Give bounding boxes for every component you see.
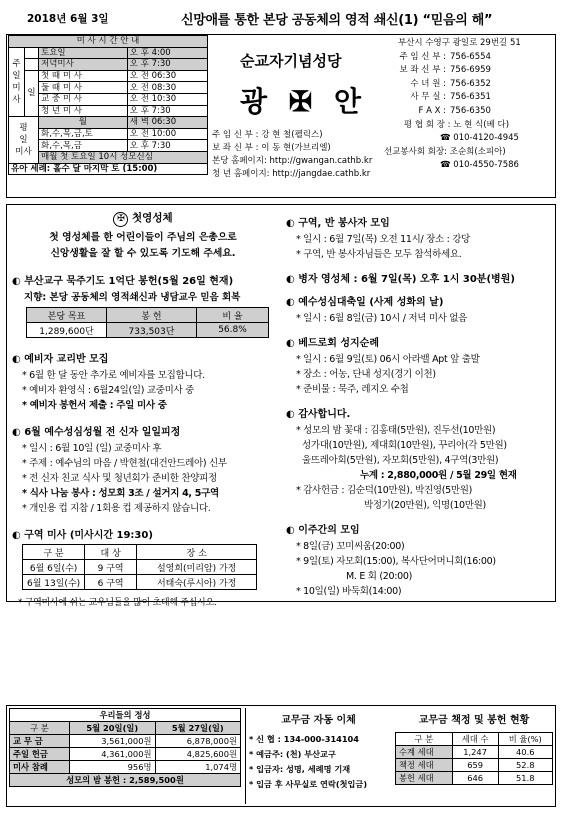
- depositor-note: * 입금자: 성명, 세례명 기재: [249, 764, 351, 774]
- assistant-priest: 보 좌 신 부 : 이 동 현(가브리엘): [212, 143, 331, 153]
- phone: ☎ 010-4550-7586: [440, 160, 519, 171]
- mass-row: 토요일: [39, 47, 128, 59]
- pilgrimage-line: * 준비물 : 묵주, 레지오 수첩: [296, 382, 552, 397]
- account-holder: * 예금주: (천) 부산교구: [249, 749, 336, 759]
- rosary-table: 본당 목표 봉 헌 비 율 1,289,600단 733,503단 56.8%: [26, 307, 269, 338]
- weekly-line: * 9일(토) 자모회(15:00), 복사단어머니회(16:00): [296, 554, 552, 569]
- church-name-small: 순교자기념성당: [240, 52, 342, 70]
- mass-time: 오 전 06:30: [127, 70, 207, 82]
- tithe-status-title: 교무금 책정 및 봉헌 현황: [418, 715, 530, 726]
- tithe-status-box: [395, 708, 553, 785]
- mass-row: 화,수,목,금,토: [39, 128, 128, 140]
- district-mass-title: ◐ 구역 미사 (미사시간 19:30): [12, 526, 274, 541]
- weekly-line: M. E 회 (20:00): [346, 571, 413, 582]
- right-column: [286, 208, 552, 599]
- mass-row: 청 년 미 사: [39, 105, 128, 117]
- retreat-line: * 주제 : 예수님의 마음 / 박현철(대건안드레아) 신부: [22, 456, 274, 471]
- mary-night-total: 성모의 밤 봉헌 : 2,589,500원: [10, 774, 241, 787]
- district-mass-table: 구 분 대 상 장 소 6월 6일(수) 9 구역 설영희(미리암) 가정 6월 13일(수) 6 구역 서태숙(루시아) 가정: [22, 544, 257, 590]
- pilgrimage-line: * 장소 : 어농, 단내 성지(경기 이천): [296, 367, 552, 382]
- left-column: [12, 208, 274, 611]
- retreat-title: ◐ 6월 예수성심성월 전 신자 일일피정: [12, 423, 274, 438]
- volunteer-meeting-title: ◐ 구역, 반 봉사자 모임: [286, 214, 552, 229]
- pastor: 주 임 신 부 : 강 현 철(펠릭스): [212, 130, 323, 140]
- catechumen-title: ◐ 예비자 교리반 모집: [12, 350, 274, 365]
- thanks-line: * 성모의 밤 꽃대 : 김홍태(5만원), 진두선(10만원): [296, 423, 552, 438]
- contact-info: [384, 37, 554, 197]
- first-communion-text: 첫 영성체를 한 어린이들이 주님의 은총으로 신앙생활을 잘 할 수 있도록 기도해 주세요.: [49, 232, 237, 259]
- sunday-label: 주 일 미 사: [9, 47, 25, 117]
- rosary-title: ◐ 부산교구 묵주기도 1억단 봉헌(5월 26일 현재): [12, 272, 274, 287]
- weekday-label: 평 일 미사: [9, 117, 39, 163]
- contact-row: 주 임 신 부 : 756-6554: [399, 51, 491, 62]
- infant-baptism: 유아 세례: 홀수 달 마지막 토 (15:00): [9, 163, 208, 175]
- catechumen-line: * 예비자 봉헌서 제출 : 주일 미사 중: [22, 398, 274, 413]
- bulletin-date: 2018년 6월 3일: [27, 13, 109, 25]
- auto-transfer-title: 교무금 자동 이체: [281, 715, 356, 726]
- retreat-line: * 전 신자 친교 식사 및 청년회가 준비한 찬양피정: [22, 471, 274, 486]
- weekly-line: * 8일(금) 꼬미씨움(20:00): [296, 539, 552, 554]
- contact-row: 사 무 실 : 756-6351: [410, 92, 491, 103]
- retreat-line: * 개인용 컵 지참 / 1회용 컵 제공하지 않습니다.: [22, 501, 274, 516]
- mass-schedule: [8, 35, 208, 197]
- mass-row: 교 중 미 사: [39, 93, 128, 105]
- first-communion-section: [12, 210, 274, 227]
- offering-table: 우리들의 정성 구 분 5월 20일(일) 5월 27일(일) 교 무 금 3,561,000원 6,878,000원 주일 헌금 4,361,000원 4,825,600원 미사 참례 956명 1,074명 성모의 밤 봉헌 : 2,589,500원: [9, 708, 241, 787]
- mass-time: 오 후 7:30: [127, 59, 207, 71]
- mass-time: 새 벽 06:30: [127, 117, 207, 129]
- homepage-link[interactable]: 본당 홈페이지: http://gwangan.cathb.kr: [212, 156, 373, 166]
- church-info: [212, 129, 372, 181]
- mass-time: 오 후 4:00: [127, 47, 207, 59]
- mission-president: 선교봉사회 회장: 조순희(소피아): [384, 146, 506, 157]
- rosary-intention: 지향: 본당 공동체의 영적쇄신과 냉담교우 믿음 회복: [24, 292, 241, 303]
- mass-schedule-title: 미 사 시 간 안 내: [9, 36, 208, 48]
- contact-row: F A X : 756-6350: [418, 105, 491, 116]
- mass-row: 첫 때 미 사: [39, 70, 128, 82]
- church-name-big: 광 ✠ 안: [240, 85, 368, 118]
- pilgrimage-line: * 일시 : 6월 9일(토) 06시 아라밸 Apt 앞 출발: [296, 352, 552, 367]
- phone: ☎ 010-4120-4945: [440, 133, 519, 144]
- district-note: * 구역미사에 쉬는 교우님들을 많이 초대해 주십시오.: [18, 596, 274, 611]
- first-communion-title: 첫영성체: [132, 212, 173, 224]
- mass-time: 오 전 10:30: [127, 93, 207, 105]
- catechumen-line: * 6월 한 달 동안 추가로 예비자를 모집합니다.: [22, 368, 274, 383]
- weekly-meetings-title: ◐ 이주간의 모임: [286, 521, 552, 536]
- cross-icon: ✠: [113, 212, 128, 227]
- thanks-line: 성가대(10만원), 제대회(10만원), 꾸리아(각 5만원): [302, 440, 507, 451]
- sacred-heart-line: * 일시 : 6월 8일(금) 10시 / 저녁 미사 없음: [296, 311, 552, 326]
- thanks-line: * 감사헌금 : 김순덕(10만원), 박진영(5만원): [296, 483, 552, 498]
- thanks-line: 박정기(20만원), 익명(10만원): [364, 500, 486, 511]
- sick-communion-title: ◐ 병자 영성체 : 6월 7일(목) 오후 1시 30분(병원): [286, 270, 552, 285]
- contact-row: 보 좌 신 부 : 756-6959: [399, 65, 491, 76]
- contact-row: 수 녀 원 : 756-6352: [410, 78, 491, 89]
- day-label: 일: [25, 70, 39, 116]
- mass-time: 오 전 08:30: [127, 82, 207, 94]
- thanks-line: 울뜨레아회(5만원), 자모회(5만원), 4구역(3만원): [302, 455, 499, 466]
- bulletin-headline: 신망애를 통한 본당 공동체의 영적 쇄신(1) “믿음의 해”: [181, 13, 493, 28]
- thanks-title: ◐ 감사합니다.: [286, 405, 552, 420]
- meeting-line: * 구역, 반 봉사자님들은 모두 참석하세요.: [296, 247, 552, 262]
- top-bar: [5, 5, 560, 31]
- account-number: * 신 협 : 134-000-314104: [249, 734, 359, 744]
- pilgrimage-title: ◐ 베드로회 성지순례: [286, 334, 552, 349]
- mass-time: 오 후 7:30: [127, 140, 207, 152]
- offering-title: 우리들의 정성: [10, 709, 241, 722]
- thanks-total: 누계 : 2,880,000원 / 5월 29일 현재: [360, 470, 517, 481]
- finance-box: [6, 705, 556, 807]
- retreat-line: * 식사 나눔 봉사 : 성모회 3조 / 설거지 4, 5구역: [22, 486, 274, 501]
- mass-time: 오 후 7:30: [127, 105, 207, 117]
- auto-transfer-box: [245, 708, 391, 804]
- church-logo-area: [210, 36, 380, 196]
- mass-row: 저녁미사: [39, 59, 128, 71]
- mass-row: 매월 첫 토요일 10시 성모신심: [39, 151, 208, 163]
- youth-homepage-link[interactable]: 청 년 홈페이지: http://jangdae.cathb.kr: [212, 169, 371, 179]
- contact-note: * 입금 후 사무실로 연락(첫입금): [249, 779, 368, 789]
- mass-row: 둘 때 미 사: [39, 82, 128, 94]
- mass-time: 오 전 10:00: [127, 128, 207, 140]
- council-president: 평 협 회 장 : 노 현 식(베 다): [404, 119, 510, 130]
- tithe-table: 구 분 세대 수 비 율(%) 수계 세대 1,247 40.6 책정 세대 659 52.8 봉헌 세대 646 51.8: [395, 732, 553, 785]
- catechumen-line: * 예비자 환영식 : 6월24일(일) 교중미사 중: [22, 383, 274, 398]
- mass-row: 월: [39, 117, 128, 129]
- retreat-line: * 일시 : 6월 10일 (일) 교중미사 후: [22, 441, 274, 456]
- address: 부산시 수영구 광일로 29번길 51: [398, 38, 521, 48]
- sacred-heart-title: ◐ 예수성심대축일 (사제 성화의 날): [286, 293, 552, 308]
- mass-row: 화,수,목,금: [39, 140, 128, 152]
- weekly-line: * 10일(일) 바둑회(14:00): [296, 584, 552, 599]
- meeting-line: * 일시 : 6월 7일(목) 오전 11시/ 장소 : 강당: [296, 232, 552, 247]
